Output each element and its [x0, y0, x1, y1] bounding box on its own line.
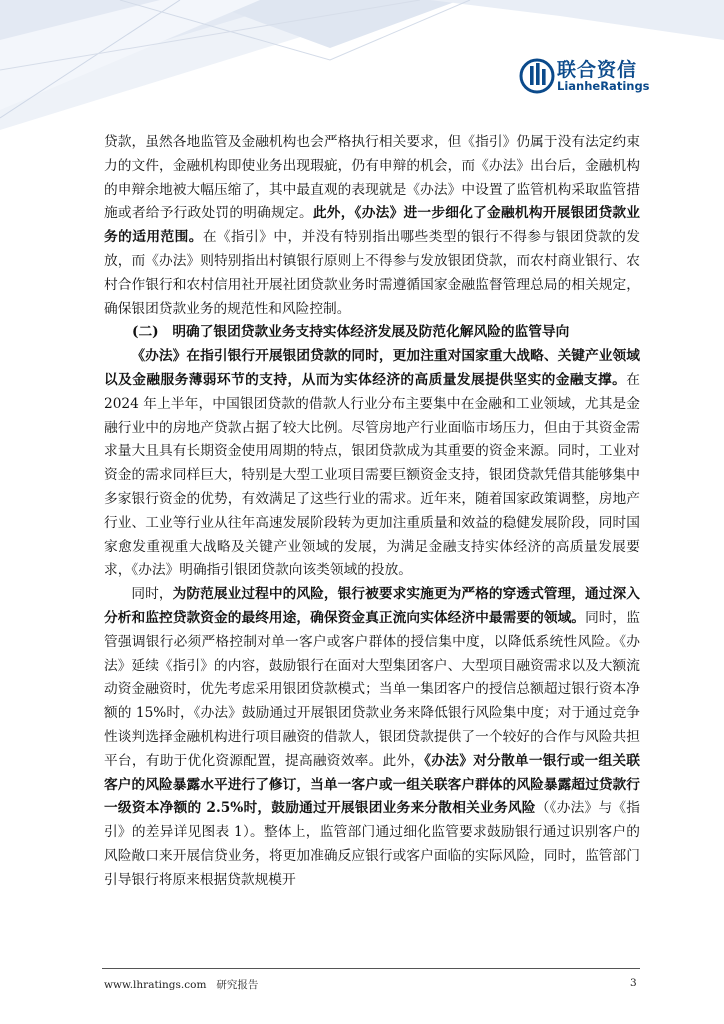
- footer-report-type: 研究报告: [216, 979, 259, 991]
- paragraph-2-bold: 《办法》在指引银行开展银团贷款的同时，更加注重对国家重大战略、关键产业领域以及金融服务薄弱环节的支持，从而为实体经济的高质量发展提供坚实的金融支撑。: [104, 348, 640, 388]
- paragraph-3-text-b: 同时，监管强调银行必须严格控制对单一客户或客户群体的授信集中度，以降低系统性风险。《办法》延续《指引》的内容，鼓励银行在面对大型集团客户、大型项目融资需求以及大额流动资金融资时，优先考虑采用银团贷款模式；当单一集团客户的授信总额超过银行资本净额的 15%时，《办法》鼓励通过开展银团贷款业务来降低银行风险集中度；对于通过竞争性谈判选择金融机构进行项目融资的借款人，银团贷款提供了一个较好的合作与风险共担平台，有助于优化资源配置，提高融资效率。此外，: [104, 609, 640, 769]
- paragraph-2: [104, 345, 640, 583]
- logo-english-name: LianheRatings: [557, 79, 650, 93]
- section-heading-2: (二) 明确了银团贷款业务支持实体经济发展及防范化解风险的监管导向: [132, 324, 570, 341]
- paragraph-1: [104, 131, 640, 321]
- footer-divider: [102, 968, 640, 969]
- footer-website[interactable]: www.lhratings.com: [104, 979, 207, 991]
- paragraph-3: [104, 583, 640, 892]
- paragraph-1-text-b: 在《指引》中，并没有特别指出哪些类型的银行不得参与银团贷款的发放，而《办法》则特别指出村镇银行原则上不得参与发放银团贷款，而农村商业银行、农村合作银行和农村信用社开展社团贷款业务时需遵循国家金融监督管理总局的相关规定，确保银团贷款业务的规范性和风险控制。: [104, 229, 640, 317]
- paragraph-2-text: 在 2024 年上半年，中国银团贷款的借款人行业分布主要集中在金融和工业领域，尤其是金融行业中的房地产贷款占据了较大比例。尽管房地产行业面临市场压力，但由于其资金需求量大且具有长期资金使用周期的特点，银团贷款成为其重要的资金来源。同时，工业对资金的需求同样巨大，特别是大型工业项目需要巨额资金支持，银团贷款凭借其能够集中多家银行资金的优势，有效满足了这些行业的需求。近年来，随着国家政策调整，房地产行业、工业等行业从往年高速发展阶段转为更加注重质量和效益的稳健发展阶段，同时国家愈发重视重大战略及关键产业领域的发展，为满足金融支持实体经济的高质量发展要求，《办法》明确指引银团贷款向该类领域的投放。: [104, 371, 640, 579]
- paragraph-3-bold-a: 为防范展业过程中的风险，银行被要求实施更为严格的穿透式管理，通过深入分析和监控贷款资金的最终用途，确保资金真正流向实体经济中最需要的领域。: [104, 586, 640, 626]
- paragraph-3-text-a: 同时，: [131, 586, 173, 603]
- logo-chinese-name: 联合资信: [557, 59, 638, 81]
- paragraph-3-bold-b: 《办法》对分散单一银行或一组关联客户的风险暴露水平进行了修订，当单一客户或一组关联客户群体的风险暴露超过贷款行一级资本净额的 2.5%时，鼓励通过开展银团业务来分散相关业务风险: [104, 752, 640, 817]
- paragraph-1-text-a: 贷款，虽然各地监管及金融机构也会严格执行相关要求，但《指引》仍属于没有法定约束力的文件，金融机构即使业务出现瑕疵，仍有申辩的机会，而《办法》出台后，金融机构的申辩余地被大幅压缩了，其中最直观的表现就是《办法》中设置了监管机构采取监管措施或者给予行政处罚的明确规定。: [104, 134, 640, 222]
- footer-source: [104, 977, 258, 992]
- paragraph-1-bold: 此外，《办法》进一步细化了金融机构开展银团贷款业务的适用范围。: [104, 205, 640, 246]
- paragraph-3-text-c: （《办法》与《指引》的差异详见图表 1）。整体上，监管部门通过细化监管要求鼓励银行通过识别客户的风险敞口来开展信贷业务，将更加准确反应银行或客户面临的实际风险，同时，监管部门引导银行将原来根据贷款规模开: [104, 800, 640, 888]
- report-body: [104, 131, 640, 893]
- page-number: 3: [630, 977, 637, 989]
